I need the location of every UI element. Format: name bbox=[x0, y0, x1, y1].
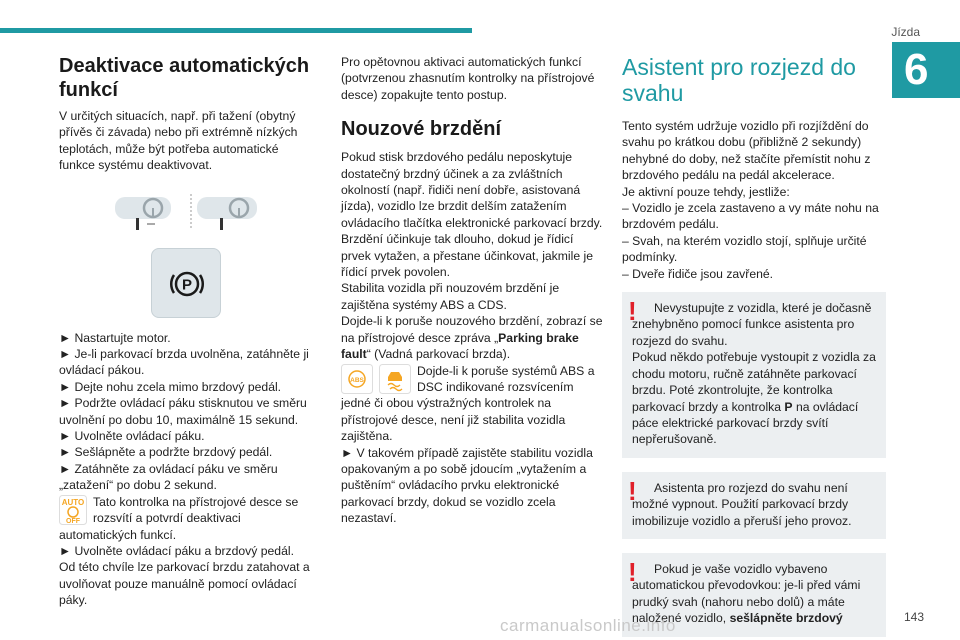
exclamation-icon: ! bbox=[628, 475, 637, 506]
emergency-p2: Stabilita vozidla při nouzovém brzdění je zajištěna systémy ABS a CDS. bbox=[341, 281, 560, 312]
svg-text:OFF: OFF bbox=[66, 517, 80, 525]
column-middle bbox=[341, 54, 603, 527]
hill-p2: Je aktivní pouze tehdy, jestliže: bbox=[622, 184, 790, 199]
watermark: carmanualsonline.info bbox=[500, 616, 676, 635]
step-5: ► Uvolněte ovládací páku. bbox=[59, 429, 205, 444]
step-7: ► Zatáhněte za ovládací páku ve směru „zatažení“ po dobu 2 sekund. bbox=[59, 461, 278, 493]
svg-text:AUTO: AUTO bbox=[61, 497, 85, 507]
emergency-p5: ► V takovém případě zajistěte stabilitu vozidla opakovaným a po sobě jdoucím „vytažením a puštěním“ ovládacího prvku elektronické parkovací brzdy, dokud se vozidlo zcela nezastaví. bbox=[341, 445, 593, 526]
warning-1b: Pokud někdo potřebuje vystoupit z vozidla za chodu motoru, ručně zatáhněte parkovací brzdu. Poté zkontrolujte, že kontrolka parkovací brzdy a kontrolka P na ovládací páce elektrické parkovací brzdy svítí nepřerušovaně. bbox=[632, 350, 876, 447]
heading-deactivation: Deaktivace automatických funkcí bbox=[59, 55, 310, 101]
illustration-steering-and-button bbox=[59, 188, 317, 318]
warning-1a: Nevystupujte z vozidla, které je dočasně znehybněno pomocí funkce asistenta pro rozjezd do svahu. bbox=[632, 301, 872, 348]
warning-box-2 bbox=[622, 472, 886, 539]
hill-p1: Tento systém udržuje vozidlo při rozjíždění do svahu po krátkou dobu (přibližně 2 sekundy) nehybné do doby, než stačíte přemístit nohu z brzdového pedálu na pedál akcelerace. bbox=[622, 119, 871, 183]
deactivation-intro: V určitých situacích, např. při tažení (obytný přívěs či závada) nebo při extrémně nízkých teplotách, může být potřeba automatické funkce systému deaktivovat. bbox=[59, 109, 298, 173]
warning-3: Pokud je vaše vozidlo vybaveno automatickou převodovkou: je-li před vámi prudký svah (nahoru nebo dolů) a máte naložené vozidlo, sešlápněte brzdový bbox=[632, 561, 861, 626]
heading-hill-start-assist: Asistent pro rozjezd do svahu bbox=[622, 54, 856, 106]
warning-box-1 bbox=[622, 292, 886, 458]
heading-emergency-braking: Nouzové brzdění bbox=[341, 118, 502, 141]
step-2: ► Je-li parkovací brzda uvolněna, zatáhněte ji ovládací pákou. bbox=[59, 347, 309, 378]
step-release: ► Uvolněte ovládací páku a brzdový pedál. bbox=[59, 543, 294, 558]
page-number: 143 bbox=[903, 610, 924, 624]
exclamation-icon: ! bbox=[628, 296, 637, 327]
emergency-p1: Pokud stisk brzdového pedálu neposkytuje dostatečný brzdný účinek a za zvláštních okolností (např. řidiči není dobře, asistovaná jízda), vozidlo lze brzdit delším zatažením ovládacího tlačítka elektronické parkovací brzdy. Brzdění účinkuje tak dlouho, dokud je řídicí prvek vytažen, a přestane účinkovat, jakmile je řídicí prvek povolen. bbox=[341, 150, 603, 280]
auto-off-text: Tato kontrolka na přístrojové desce se rozsvítí a potvrdí deaktivaci automatických funkcí. bbox=[59, 494, 299, 542]
step-4: ► Podržte ovládací páku stisknutou ve směru uvolnění po dobu 10, maximálně 15 sekund. bbox=[59, 396, 307, 427]
header-accent-bar bbox=[0, 28, 472, 33]
steering-wheel-icon bbox=[115, 194, 265, 230]
step-1: ► Nastartujte motor. bbox=[59, 330, 171, 345]
chapter-number: 6 bbox=[892, 42, 960, 98]
condition-2: – Svah, na kterém vozidlo stojí, splňuje určité podmínky. bbox=[622, 233, 867, 265]
abs-warning-icon bbox=[341, 364, 373, 394]
auto-off-paragraph bbox=[59, 494, 317, 543]
column-left bbox=[59, 54, 317, 609]
svg-text:P: P bbox=[181, 276, 193, 294]
warning-2: Asistenta pro rozjezd do svahu není možné vypnout. Použití parkovací brzdy imobilizuje vozidlo a přeruší jeho provoz. bbox=[632, 480, 852, 528]
dsc-warning-icon bbox=[379, 364, 411, 394]
svg-text:ABS: ABS bbox=[350, 376, 364, 384]
abs-dsc-paragraph bbox=[341, 363, 603, 445]
auto-off-warning-icon bbox=[59, 495, 87, 525]
emergency-p3: Dojde-li k poruše nouzového brzdění, zobrazí se na přístrojové desce zpráva „Parking brake fault“ (Vadná parkovací brzda). bbox=[341, 314, 603, 362]
column-right bbox=[622, 54, 886, 637]
abs-dsc-text: Dojde-li k poruše systémů ABS a DSC indikované rozsvícením jedné či obou výstražných kontrolek na přístrojové desce, není již stabilita vozidla zajištěna. bbox=[341, 363, 595, 444]
parking-brake-icon bbox=[167, 264, 207, 304]
condition-3: – Dveře řidiče jsou zavřené. bbox=[622, 266, 774, 281]
manual-only-note: Od této chvíle lze parkovací brzdu zatahovat a uvolňovat pouze manuálně pomocí ovládací páky. bbox=[59, 560, 310, 608]
condition-1: – Vozidlo je zcela zastaveno a vy máte nohu na brzdovém pedálu. bbox=[622, 201, 879, 232]
section-name: Jízda bbox=[891, 25, 920, 39]
reactivate-text: Pro opětovnou aktivaci automatických funkcí (potvrzenou zhasnutím kontrolky na přístrojové desce) zopakujte tento postup. bbox=[341, 55, 595, 102]
exclamation-icon: ! bbox=[628, 556, 637, 587]
step-6: ► Sešlápněte a podržte brzdový pedál. bbox=[59, 445, 273, 460]
parking-brake-button bbox=[151, 248, 221, 318]
step-3: ► Dejte nohu zcela mimo brzdový pedál. bbox=[59, 379, 282, 394]
fault-message: Parking brake fault bbox=[341, 330, 579, 362]
